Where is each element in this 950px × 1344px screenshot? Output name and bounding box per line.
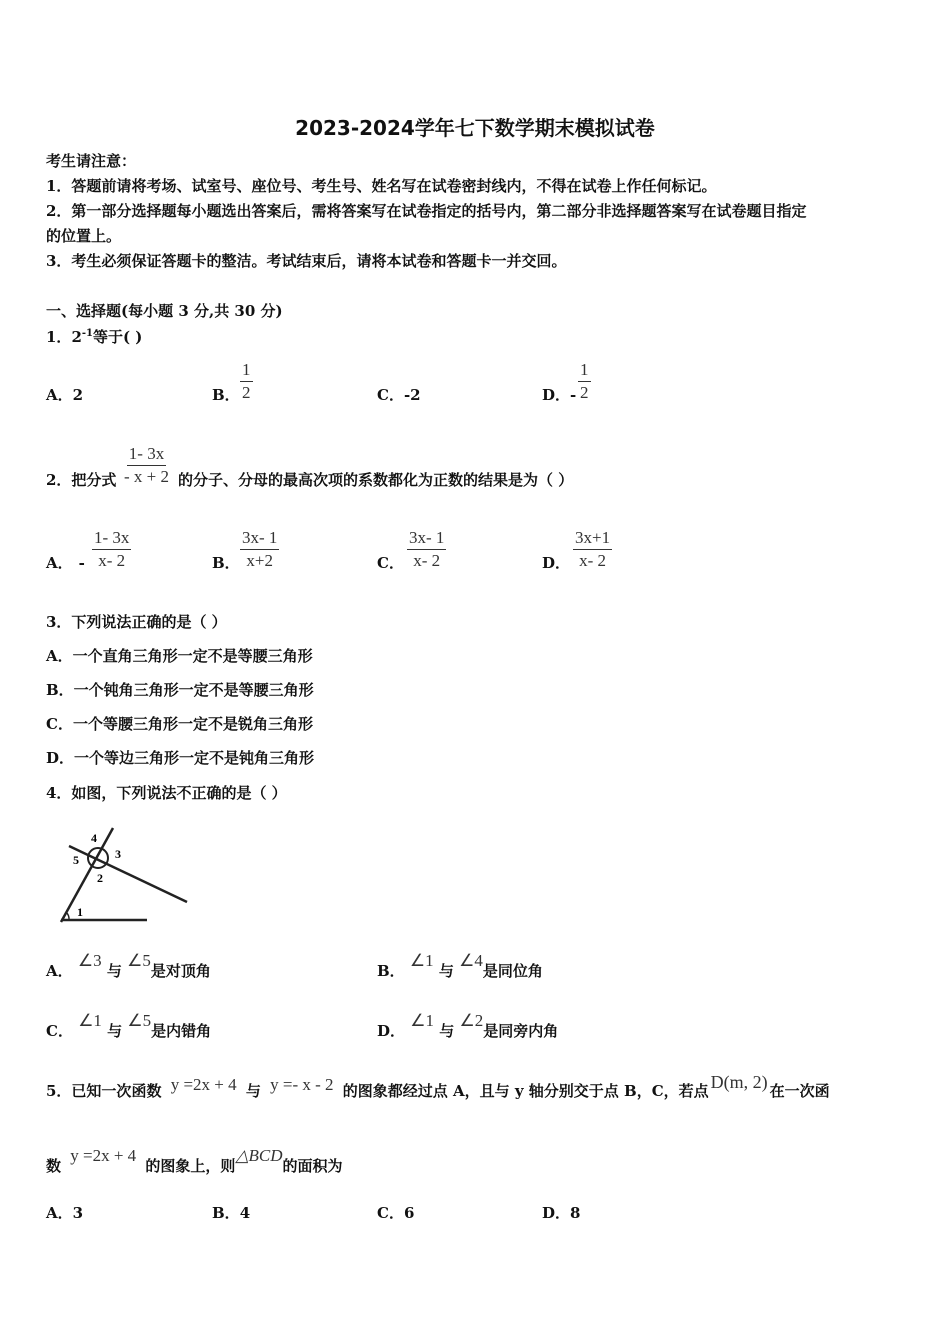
- figure-label-1: 1: [77, 905, 83, 919]
- notice-item-2: 2．第一部分选择题每小题选出答案后，需将答案写在试卷指定的括号内，第二部分非选择题答案写在试卷题目指定: [46, 202, 807, 220]
- q1-option-b-fraction: [240, 360, 253, 403]
- option-label: C．: [46, 1022, 73, 1040]
- option-label: A．: [46, 962, 73, 980]
- q5-option-c[interactable]: [377, 1202, 414, 1223]
- q2-option-c-fraction: [407, 528, 446, 571]
- option-label: C．: [377, 386, 404, 404]
- q5-point-d: D(m, 2): [710, 1072, 768, 1092]
- q2-option-d-fraction: [573, 528, 612, 571]
- angle-symbol: ∠1: [409, 951, 434, 970]
- q5-middle-text: 的图象都经过点 A，且与 y 轴分别交于点 B，C，若点: [342, 1082, 709, 1100]
- option-text: 是内错角: [151, 1022, 212, 1040]
- option-text: 是同旁内角: [483, 1022, 559, 1040]
- q1-exponent: -1: [81, 328, 93, 339]
- q5-option-b[interactable]: [212, 1202, 250, 1223]
- question-5-line-2: [46, 1146, 343, 1176]
- option-value: 3: [72, 1204, 84, 1222]
- q5-function-3: y =2x + 4: [70, 1146, 137, 1165]
- option-connector: 与: [107, 1022, 123, 1040]
- section-heading: 一、选择题(每小题 3 分,共 30 分): [46, 302, 283, 320]
- q2-option-b-fraction: [240, 528, 279, 571]
- q1-option-d-label[interactable]: [542, 384, 576, 405]
- fraction-denominator: 2: [580, 383, 589, 402]
- page-title: 2023-2024学年七下数学期末模拟试卷: [295, 116, 655, 140]
- option-label: A．: [46, 1204, 73, 1222]
- q5-line2-suffix: 的面积为: [282, 1157, 343, 1175]
- q2-option-c-label[interactable]: C．: [377, 554, 404, 572]
- question-4-stem: 4．如图，下列说法不正确的是（ ）: [46, 784, 287, 802]
- q1-option-a[interactable]: [46, 384, 83, 405]
- option-sign: -: [78, 554, 85, 572]
- question-1-stem: [46, 326, 142, 347]
- angle-symbol: ∠3: [77, 951, 102, 970]
- fraction-numerator: 1: [240, 360, 253, 382]
- q5-option-d[interactable]: [542, 1202, 580, 1223]
- fraction-denominator: x- 2: [413, 551, 441, 570]
- q3-option-a[interactable]: A．一个直角三角形一定不是等腰三角形: [46, 647, 313, 665]
- q4-option-d[interactable]: [377, 1011, 559, 1041]
- question-5-line-1: [46, 1072, 830, 1101]
- angle-symbol: ∠2: [459, 1011, 484, 1030]
- angle-symbol: ∠5: [127, 1011, 152, 1030]
- option-connector: 与: [106, 962, 122, 980]
- fraction-numerator: 1: [578, 360, 591, 382]
- figure-label-5: 5: [73, 853, 79, 867]
- option-label: B．: [377, 962, 405, 980]
- q3-option-d[interactable]: D．一个等边三角形一定不是钝角三角形: [46, 749, 315, 767]
- option-value: 8: [570, 1204, 581, 1222]
- question-3-stem: 3．下列说法正确的是（ ）: [46, 613, 227, 631]
- option-label: B．: [212, 1204, 240, 1222]
- fraction-numerator: 1- 3x: [92, 528, 131, 550]
- option-text: 是对顶角: [150, 962, 211, 980]
- option-value: -2: [403, 386, 421, 404]
- option-label: D．: [377, 1022, 406, 1040]
- option-value: 6: [403, 1204, 415, 1222]
- q5-connector: 与: [245, 1082, 261, 1100]
- fraction-numerator: 3x+1: [573, 528, 612, 550]
- q2-option-d-label[interactable]: D．: [542, 554, 571, 572]
- notice-item-2-cont: 的位置上。: [46, 227, 122, 245]
- q1-option-b-label[interactable]: B．: [212, 386, 240, 404]
- q4-option-c[interactable]: [46, 1011, 212, 1041]
- q5-line2-middle: 的图象上，则: [145, 1157, 236, 1175]
- figure-line-1: [61, 828, 113, 922]
- q2-option-a-fraction: [92, 528, 131, 571]
- q5-prefix: 5．已知一次函数: [46, 1082, 162, 1100]
- q4-option-a[interactable]: [46, 951, 211, 981]
- q3-option-b[interactable]: B．一个钝角三角形一定不是等腰三角形: [46, 681, 314, 699]
- q1-option-d-fraction: [578, 360, 591, 403]
- q2-option-b-label[interactable]: B．: [212, 554, 240, 572]
- fraction-denominator: x- 2: [98, 551, 126, 570]
- notice-item-1: 1．答题前请将考场、试室号、座位号、考生号、姓名写在试卷密封线内，不得在试卷上作任何标记。: [46, 177, 717, 195]
- fraction-denominator: x- 2: [579, 551, 606, 570]
- option-connector: 与: [439, 1022, 455, 1040]
- figure-label-2: 2: [97, 871, 103, 885]
- notice-item-3: 3．考生必须保证答题卡的整洁。考试结束后，请将本试卷和答题卡一并交回。: [46, 252, 567, 270]
- q4-option-b[interactable]: [377, 951, 543, 981]
- q5-line2-prefix: 数: [46, 1157, 62, 1175]
- q1-text: 等于( ): [92, 328, 143, 346]
- fraction-numerator: 3x- 1: [240, 528, 279, 550]
- option-text: 是同位角: [482, 962, 543, 980]
- q1-option-c[interactable]: [377, 384, 421, 405]
- angle-symbol: ∠1: [410, 1011, 434, 1030]
- notice-heading: 考生请注意：: [46, 152, 137, 170]
- q1-number: 1．: [46, 328, 72, 346]
- q2-option-a-label[interactable]: [46, 552, 85, 573]
- q3-option-c[interactable]: C．一个等腰三角形一定不是锐角三角形: [46, 715, 313, 733]
- option-label: D．: [542, 386, 571, 404]
- figure-label-4: 4: [91, 831, 97, 845]
- option-label: A．: [46, 554, 73, 572]
- q5-triangle: △BCD: [235, 1146, 283, 1165]
- fraction-denominator: - x + 2: [124, 467, 169, 486]
- option-value: 4: [239, 1204, 251, 1222]
- q5-function-1: y =2x + 4: [170, 1075, 237, 1094]
- fraction-denominator: 2: [242, 383, 251, 402]
- angle-symbol: ∠5: [127, 951, 151, 970]
- figure-label-3: 3: [115, 847, 121, 861]
- option-value: 2: [72, 386, 84, 404]
- option-label: A．: [46, 386, 73, 404]
- fraction-denominator: x+2: [246, 551, 273, 570]
- angle-symbol: ∠1: [78, 1011, 102, 1030]
- q2-suffix: 的分子、分母的最高次项的系数都化为正数的结果是为（ ）: [178, 471, 574, 489]
- angle-symbol: ∠4: [459, 951, 483, 970]
- option-label: C．: [377, 1204, 404, 1222]
- option-sign: -: [570, 386, 577, 404]
- q2-fraction: [122, 444, 171, 487]
- fraction-numerator: 1- 3x: [127, 444, 166, 466]
- q5-function-2: y =- x - 2: [270, 1075, 334, 1094]
- q2-prefix: 2．把分式: [46, 471, 117, 489]
- option-connector: 与: [438, 962, 454, 980]
- q1-base: 2: [71, 328, 82, 346]
- q4-angle-figure: [55, 822, 195, 927]
- fraction-numerator: 3x- 1: [407, 528, 446, 550]
- figure-angle-circle: [88, 848, 108, 868]
- q5-suffix: 在一次函: [769, 1082, 830, 1100]
- option-label: D．: [542, 1204, 571, 1222]
- q5-option-a[interactable]: [46, 1202, 83, 1223]
